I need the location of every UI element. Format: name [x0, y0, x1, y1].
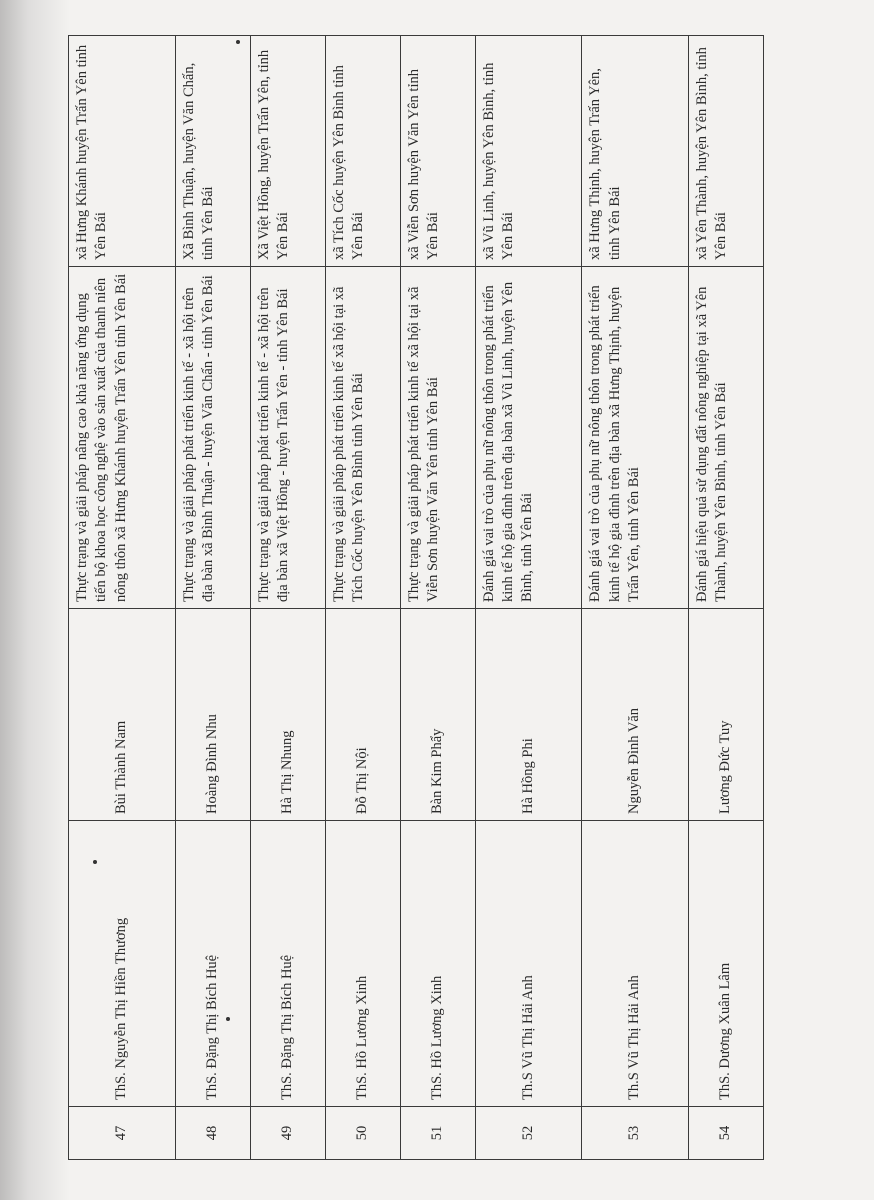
- row-number: 48: [175, 1107, 250, 1160]
- research-location: xã Tích Cốc huyện Yên Bình tỉnh Yên Bái: [325, 36, 400, 267]
- student-name: ThS. Nguyễn Thị Hiền Thương: [69, 821, 176, 1107]
- thesis-topic: Thực trạng và giải pháp phát triển kinh tế xã hội tại xã Tích Cốc huyện Yên Bình tỉnh Yên Bái: [325, 267, 400, 609]
- row-number: 49: [250, 1107, 325, 1160]
- supervisor-name: Nguyễn Đình Văn: [582, 609, 689, 821]
- row-number: 53: [582, 1107, 689, 1160]
- research-location: xã Hưng Khánh huyện Trấn Yên tỉnh Yên Bái: [69, 36, 176, 267]
- thesis-topic: Thực trạng và giải pháp phát triển kinh tế - xã hội trên địa bàn xã Bình Thuận - huyện Văn Chấn - tỉnh Yên Bái: [175, 267, 250, 609]
- thesis-topic: Thực trạng và giải pháp nâng cao khả năng ứng dụng tiến bộ khoa học công nghệ vào sản xuất của thanh niên nông thôn xã Hưng Khánh huyện Trấn Yên tỉnh Yên Bái: [69, 267, 176, 609]
- research-location: xã Viễn Sơn huyện Văn Yên tỉnh Yên Bái: [400, 36, 475, 267]
- thesis-topic: Thực trạng và giải pháp phát triển kinh tế - xã hội trên địa bàn xã Việt Hồng - huyện Trấn Yên - tỉnh Yên Bái: [250, 267, 325, 609]
- student-name: ThS. Hồ Lương Xinh: [325, 821, 400, 1107]
- rotated-table: [68, 36, 764, 1160]
- row-number: 54: [688, 1107, 763, 1160]
- supervisor-name: Hoàng Đình Nhu: [175, 609, 250, 821]
- student-name: ThS. Đặng Thị Bích Huệ: [175, 821, 250, 1107]
- thesis-topic: Đánh giá hiệu quả sử dụng đất nông nghiệp tại xã Yên Thành, huyện Yên Bình, tỉnh Yên Bái: [688, 267, 763, 609]
- student-name: ThS. Hồ Lương Xinh: [400, 821, 475, 1107]
- scan-edge-shadow: [0, 0, 70, 1200]
- table-row: [688, 36, 763, 1160]
- research-location: xã Hưng Thịnh, huyện Trấn Yên, tỉnh Yên Bái: [582, 36, 689, 267]
- student-name: ThS. Đặng Thị Bích Huệ: [250, 821, 325, 1107]
- thesis-topic: Thực trạng và giải pháp phát triển kinh tế xã hội tại xã Viễn Sơn huyện Văn Yên tỉnh Yên Bái: [400, 267, 475, 609]
- supervisor-name: Đỗ Thị Nội: [325, 609, 400, 821]
- table-row: [69, 36, 176, 1160]
- thesis-topic: Đánh giá vai trò của phụ nữ nông thôn trong phát triển kinh tế hộ gia đình trên địa bàn xã Vũ Linh, huyện Yên Bình, tỉnh Yên Bái: [475, 267, 582, 609]
- ink-speck: [93, 860, 97, 864]
- row-number: 50: [325, 1107, 400, 1160]
- row-number: 52: [475, 1107, 582, 1160]
- student-name: ThS. Dương Xuân Lâm: [688, 821, 763, 1107]
- table-row: [175, 36, 250, 1160]
- row-number: 47: [69, 1107, 176, 1160]
- supervisor-name: Bùi Thành Nam: [69, 609, 176, 821]
- ink-speck: [226, 1017, 230, 1021]
- supervisor-name: Bàn Kim Phẩy: [400, 609, 475, 821]
- thesis-table-frame: [68, 36, 764, 1160]
- thesis-topic: Đánh giá vai trò của phụ nữ nông thôn trong phát triển kinh tế hộ gia đình trên địa bàn xã Hưng Thịnh, huyện Trấn Yên, tỉnh Yên Bái: [582, 267, 689, 609]
- research-location: Xã Bình Thuận, huyện Văn Chấn, tỉnh Yên Bái: [175, 36, 250, 267]
- supervisor-name: Hà Hồng Phi: [475, 609, 582, 821]
- research-location: Xã Việt Hồng, huyện Trấn Yên, tỉnh Yên Bái: [250, 36, 325, 267]
- table-row: [475, 36, 582, 1160]
- research-location: xã Yên Thành, huyện Yên Bình, tỉnh Yên Bái: [688, 36, 763, 267]
- student-name: Th.S Vũ Thị Hải Anh: [475, 821, 582, 1107]
- table-row: [250, 36, 325, 1160]
- table-row: [582, 36, 689, 1160]
- supervisor-name: Lương Đức Tuy: [688, 609, 763, 821]
- thesis-assignment-table: [68, 35, 764, 1160]
- table-row: [325, 36, 400, 1160]
- research-location: xã Vũ Linh, huyện Yên Bình, tỉnh Yên Bái: [475, 36, 582, 267]
- table-row: [400, 36, 475, 1160]
- supervisor-name: Hà Thị Nhung: [250, 609, 325, 821]
- ink-speck: [236, 40, 240, 44]
- student-name: Th.S Vũ Thị Hải Anh: [582, 821, 689, 1107]
- row-number: 51: [400, 1107, 475, 1160]
